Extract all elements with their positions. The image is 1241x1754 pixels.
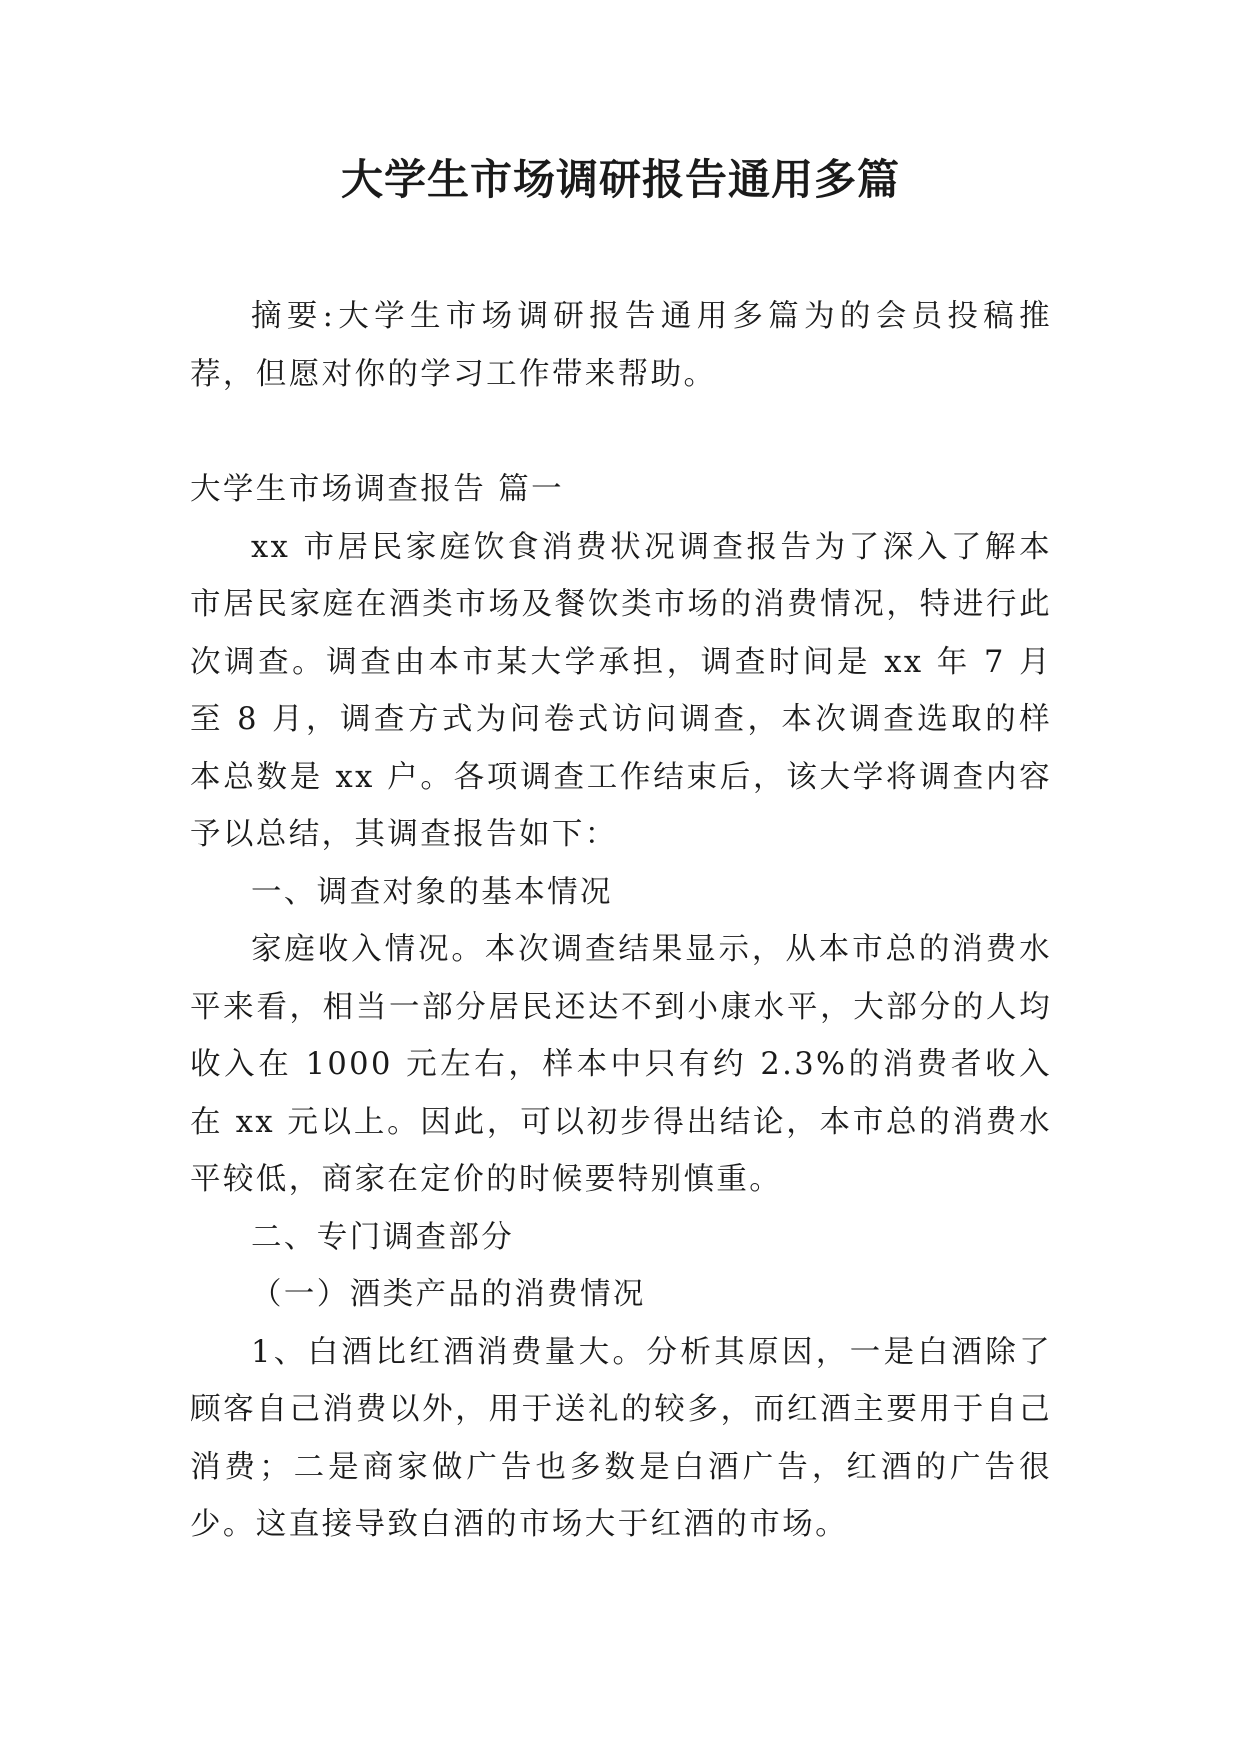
section-heading: 大学生市场调查报告 篇一 bbox=[190, 472, 564, 507]
heading-special-survey: 二、专门调查部分 bbox=[251, 1219, 515, 1255]
document-body bbox=[190, 288, 1052, 1554]
heading-liquor-consumption: （一）酒类产品的消费情况 bbox=[251, 1277, 646, 1312]
abstract-label: 摘要: bbox=[251, 299, 336, 334]
abstract-paragraph bbox=[190, 288, 1052, 403]
paragraph-intro: xx 市居民家庭饮食消费状况调查报告为了深入了解本市居民家庭在酒类市场及餐饮类市场的消费情况，特进行此次调查。调查由本市某大学承担，调查时间是 xx 年 7 月至 8 月，调查方式为问卷式访问调查，本次调查选取的样本总数是 xx 户。各项调查工作结束后，该大学将调查内容予以总结，其调查报告如下： bbox=[190, 529, 1052, 852]
document-title: 大学生市场调研报告通用多篇 bbox=[340, 155, 900, 204]
paragraph-income: 家庭收入情况。本次调查结果显示，从本市总的消费水平来看，相当一部分居民还达不到小康水平，大部分的人均收入在 1000 元左右，样本中只有约 2.3%的消费者收入在 xx 元以上。因此，可以初步得出结论，本市总的消费水平较低，商家在定价的时候要特别慎重。 bbox=[190, 932, 1052, 1197]
abstract-text: 大学生市场调研报告通用多篇为的会员投稿推荐，但愿对你的学习工作带来帮助。 bbox=[190, 299, 1052, 392]
paragraph-baijiu: 1、白酒比红酒消费量大。分析其原因，一是白酒除了顾客自己消费以外，用于送礼的较多，而红酒主要用于自己消费；二是商家做广告也多数是白酒广告，红酒的广告很少。这直接导致白酒的市场大于红酒的市场。 bbox=[190, 1334, 1052, 1542]
heading-basic-info: 一、调查对象的基本情况 bbox=[251, 874, 613, 910]
